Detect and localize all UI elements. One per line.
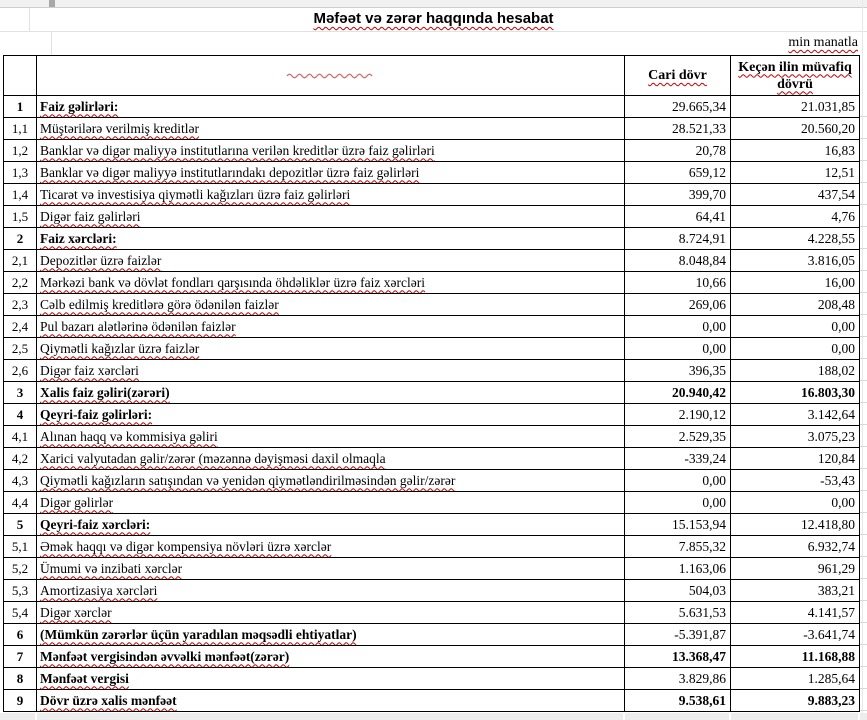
row-number-cell[interactable]: 4,4 bbox=[4, 492, 37, 514]
current-value-cell[interactable]: 1.163,06 bbox=[625, 558, 731, 580]
table-row bbox=[4, 448, 860, 470]
previous-value-cell[interactable]: 9.883,23 bbox=[731, 690, 860, 712]
column-divider-tick bbox=[49, 0, 55, 7]
row-label-cell[interactable] bbox=[37, 206, 625, 228]
current-value-cell[interactable]: -5.391,87 bbox=[625, 624, 731, 646]
row-label: Qiymətli kağızlar üzrə faizlər bbox=[40, 340, 200, 356]
previous-value-cell[interactable]: 3.075,23 bbox=[731, 426, 860, 448]
row-label-cell[interactable] bbox=[37, 96, 625, 118]
header-number-cell[interactable] bbox=[4, 56, 37, 96]
current-value-cell[interactable]: 0,00 bbox=[625, 492, 731, 514]
row-label-cell[interactable] bbox=[37, 316, 625, 338]
gridline-gap bbox=[858, 713, 860, 720]
previous-value-cell[interactable]: 20.560,20 bbox=[731, 118, 860, 140]
row-label: Alınan haqq və kommisiya gəliri bbox=[40, 428, 218, 444]
previous-value-cell[interactable]: 11.168,88 bbox=[731, 646, 860, 668]
current-value-cell[interactable]: 20.940,42 bbox=[625, 382, 731, 404]
row-number-cell[interactable]: 5,1 bbox=[4, 536, 37, 558]
row-number-cell[interactable]: 2,5 bbox=[4, 338, 37, 360]
current-value-cell[interactable]: 10,66 bbox=[625, 272, 731, 294]
row-label: Mərkəzi bank və dövlət fondları qarşısında öhdəliklər üzrə faiz xərcləri bbox=[40, 274, 425, 290]
row-label-cell[interactable] bbox=[37, 404, 625, 426]
squiggle-mark-icon bbox=[286, 71, 376, 79]
clipped-row-strip bbox=[0, 0, 867, 8]
row-label: (Mümkün zərərlər üçün yaradılan məqsədli ehtiyatlar) bbox=[40, 626, 357, 642]
row-number-cell[interactable]: 4,2 bbox=[4, 448, 37, 470]
current-value-cell[interactable]: 269,06 bbox=[625, 294, 731, 316]
current-value-cell[interactable]: 64,41 bbox=[625, 206, 731, 228]
row-label: Depozitlər üzrə faizlər bbox=[40, 252, 162, 268]
previous-value-cell[interactable]: -53,43 bbox=[731, 470, 860, 492]
row-label: Əmək haqqı və digər kompensiya növləri üzrə xərclər bbox=[40, 538, 332, 554]
previous-value-cell[interactable]: 21.031,85 bbox=[731, 96, 860, 118]
row-label: Amortizasiya xərcləri bbox=[40, 582, 158, 598]
row-number-cell[interactable]: 2,4 bbox=[4, 316, 37, 338]
row-label-cell[interactable] bbox=[37, 514, 625, 536]
current-value-cell[interactable]: 28.521,33 bbox=[625, 118, 731, 140]
current-value-cell[interactable]: 5.631,53 bbox=[625, 602, 731, 624]
previous-value-cell[interactable]: 961,29 bbox=[731, 558, 860, 580]
row-label: Xalis faiz gəliri(zərəri) bbox=[40, 384, 170, 400]
row-number-cell[interactable]: 5,3 bbox=[4, 580, 37, 602]
current-value-cell[interactable]: 0,00 bbox=[625, 470, 731, 492]
income-statement-table bbox=[3, 55, 860, 712]
previous-value-cell[interactable]: 4,76 bbox=[731, 206, 860, 228]
header-description-cell[interactable] bbox=[37, 56, 625, 96]
current-value-cell[interactable]: 0,00 bbox=[625, 338, 731, 360]
row-number-cell[interactable]: 5 bbox=[4, 514, 37, 536]
unit-note-text: min manatla bbox=[788, 35, 858, 50]
row-label-cell[interactable] bbox=[37, 118, 625, 140]
row-number-cell[interactable]: 9 bbox=[4, 690, 37, 712]
current-value-cell[interactable]: 2.529,35 bbox=[625, 426, 731, 448]
row-number-cell[interactable]: 2,1 bbox=[4, 250, 37, 272]
table-row bbox=[4, 668, 860, 690]
table-row bbox=[4, 514, 860, 536]
row-label-cell[interactable] bbox=[37, 492, 625, 514]
previous-value-cell[interactable]: 4.141,57 bbox=[731, 602, 860, 624]
table-row bbox=[4, 184, 860, 206]
current-value-cell[interactable]: 9.538,61 bbox=[625, 690, 731, 712]
previous-value-cell[interactable]: 16.803,30 bbox=[731, 382, 860, 404]
row-number-cell[interactable]: 5,4 bbox=[4, 602, 37, 624]
previous-value-cell[interactable]: 188,02 bbox=[731, 360, 860, 382]
previous-value-cell[interactable]: 0,00 bbox=[731, 338, 860, 360]
row-label-cell[interactable] bbox=[37, 338, 625, 360]
table-row bbox=[4, 492, 860, 514]
header-previous-period[interactable] bbox=[731, 56, 860, 96]
row-number-cell[interactable]: 2 bbox=[4, 228, 37, 250]
table-row bbox=[4, 558, 860, 580]
row-number-cell[interactable]: 2,3 bbox=[4, 294, 37, 316]
row-label-cell[interactable] bbox=[37, 690, 625, 712]
row-label-cell[interactable] bbox=[37, 250, 625, 272]
previous-value-cell[interactable]: 383,21 bbox=[731, 580, 860, 602]
table-row bbox=[4, 338, 860, 360]
row-label: Faiz gəlirləri: bbox=[40, 98, 119, 114]
row-label: Faiz xərcləri: bbox=[40, 230, 117, 246]
row-number-cell[interactable]: 4,3 bbox=[4, 470, 37, 492]
table-row bbox=[4, 690, 860, 712]
current-value-cell[interactable]: -339,24 bbox=[625, 448, 731, 470]
table-row bbox=[4, 624, 860, 646]
previous-value-cell[interactable]: 16,83 bbox=[731, 140, 860, 162]
row-number-cell[interactable]: 5,2 bbox=[4, 558, 37, 580]
current-value-cell[interactable]: 2.190,12 bbox=[625, 404, 731, 426]
row-label: Cəlb edilmiş kreditlərə görə ödənilən faizlər bbox=[40, 296, 279, 312]
current-value-cell[interactable]: 7.855,32 bbox=[625, 536, 731, 558]
row-label-cell[interactable] bbox=[37, 382, 625, 404]
current-value-cell[interactable]: 13.368,47 bbox=[625, 646, 731, 668]
table-row bbox=[4, 426, 860, 448]
previous-value-cell[interactable]: 120,84 bbox=[731, 448, 860, 470]
report-rows bbox=[4, 96, 860, 712]
row-label-cell[interactable] bbox=[37, 184, 625, 206]
row-number-cell[interactable]: 2,2 bbox=[4, 272, 37, 294]
previous-value-cell[interactable]: 3.816,05 bbox=[731, 250, 860, 272]
row-number-cell[interactable]: 6 bbox=[4, 624, 37, 646]
row-label-cell[interactable] bbox=[37, 624, 625, 646]
row-label: Xarici valyutadan gəlir/zərər (məzənnə dəyişməsi daxil olmaqla bbox=[40, 450, 386, 466]
row-label-cell[interactable] bbox=[37, 140, 625, 162]
report-title[interactable]: Məfəət və zərər haqqında hesabat bbox=[313, 10, 554, 27]
row-label: Qeyri-faiz gəlirləri: bbox=[40, 406, 153, 422]
row-label-cell[interactable] bbox=[37, 360, 625, 382]
gridline-gap bbox=[729, 713, 731, 720]
table-row bbox=[4, 206, 860, 228]
header-current-label: Cari dövr bbox=[648, 68, 707, 83]
row-label: Qiymətli kağızların satışından və yenidən qiymətləndirilməsindən gəlir/zərər bbox=[40, 472, 456, 488]
previous-value-cell[interactable]: 16,00 bbox=[731, 272, 860, 294]
row-label: Banklar və digər maliyyə institutlarındakı depozitlər üzrə faiz gəlirləri bbox=[40, 164, 420, 180]
row-number-cell[interactable]: 7 bbox=[4, 646, 37, 668]
row-label-cell[interactable] bbox=[37, 580, 625, 602]
table-row bbox=[4, 646, 860, 668]
current-value-cell[interactable]: 8.724,91 bbox=[625, 228, 731, 250]
gridline-horizontal bbox=[0, 31, 867, 32]
table-row bbox=[4, 360, 860, 382]
previous-value-cell[interactable]: 0,00 bbox=[731, 316, 860, 338]
table-header-row bbox=[4, 56, 860, 96]
gridline-gap bbox=[35, 713, 37, 720]
row-label-cell[interactable] bbox=[37, 558, 625, 580]
row-number-cell[interactable]: 8 bbox=[4, 668, 37, 690]
previous-value-cell[interactable]: 12.418,80 bbox=[731, 514, 860, 536]
previous-value-cell[interactable]: -3.641,74 bbox=[731, 624, 860, 646]
table-row bbox=[4, 316, 860, 338]
row-number-cell[interactable]: 4 bbox=[4, 404, 37, 426]
table-row bbox=[4, 404, 860, 426]
table-row bbox=[4, 140, 860, 162]
row-label: Müştərilərə verilmiş kreditlər bbox=[40, 120, 199, 136]
current-value-cell[interactable]: 3.829,86 bbox=[625, 668, 731, 690]
previous-value-cell[interactable]: 437,54 bbox=[731, 184, 860, 206]
current-value-cell[interactable]: 396,35 bbox=[625, 360, 731, 382]
row-number-cell[interactable]: 1,4 bbox=[4, 184, 37, 206]
row-number-cell[interactable]: 1,3 bbox=[4, 162, 37, 184]
table-row bbox=[4, 536, 860, 558]
previous-value-cell[interactable]: 208,48 bbox=[731, 294, 860, 316]
current-value-cell[interactable]: 8.048,84 bbox=[625, 250, 731, 272]
row-label-cell[interactable] bbox=[37, 294, 625, 316]
row-label: Pul bazarı alətlərinə ödənilən faizlər bbox=[40, 318, 236, 334]
previous-value-cell[interactable]: 12,51 bbox=[731, 162, 860, 184]
current-value-cell[interactable]: 0,00 bbox=[625, 316, 731, 338]
table-row bbox=[4, 602, 860, 624]
previous-value-cell[interactable]: 6.932,74 bbox=[731, 536, 860, 558]
current-value-cell[interactable]: 504,03 bbox=[625, 580, 731, 602]
current-value-cell[interactable]: 659,12 bbox=[625, 162, 731, 184]
row-label: Qeyri-faiz xərcləri: bbox=[40, 516, 151, 532]
header-previous-label: Keçən ilin müvafiq dövrü bbox=[738, 59, 852, 92]
gridline-gap bbox=[623, 713, 625, 720]
row-label: Digər faiz gəlirləri bbox=[40, 208, 141, 224]
current-value-cell[interactable]: 15.153,94 bbox=[625, 514, 731, 536]
row-label-cell[interactable] bbox=[37, 668, 625, 690]
row-label: Ümumi və inzibati xərclər bbox=[40, 560, 183, 576]
header-current-period[interactable] bbox=[625, 56, 731, 96]
row-label: Digər gəlirlər bbox=[40, 494, 114, 510]
row-label-cell[interactable] bbox=[37, 228, 625, 250]
row-label: Banklar və digər maliyyə institutlarına verilən kreditlər üzrə faiz gəlirləri bbox=[40, 142, 435, 158]
row-label: Dövr üzrə xalis mənfəət bbox=[40, 692, 177, 708]
row-label: Mənfəət vergisi bbox=[40, 670, 129, 686]
row-label-cell[interactable] bbox=[37, 448, 625, 470]
current-value-cell[interactable]: 399,70 bbox=[625, 184, 731, 206]
previous-value-cell[interactable]: 3.142,64 bbox=[731, 404, 860, 426]
table-row bbox=[4, 96, 860, 118]
table-row bbox=[4, 250, 860, 272]
unit-note-cell[interactable] bbox=[0, 34, 858, 52]
title-row bbox=[0, 9, 867, 29]
row-label: Digər faiz xərcləri bbox=[40, 362, 139, 378]
row-label-cell[interactable] bbox=[37, 602, 625, 624]
table-row bbox=[4, 118, 860, 140]
row-label-cell[interactable] bbox=[37, 646, 625, 668]
row-label-cell[interactable] bbox=[37, 536, 625, 558]
row-number-cell[interactable]: 2,6 bbox=[4, 360, 37, 382]
current-value-cell[interactable]: 29.665,34 bbox=[625, 96, 731, 118]
table-row bbox=[4, 470, 860, 492]
row-number-cell[interactable]: 4,1 bbox=[4, 426, 37, 448]
row-label-cell[interactable] bbox=[37, 162, 625, 184]
table-row bbox=[4, 294, 860, 316]
table-row bbox=[4, 228, 860, 250]
table-row bbox=[4, 382, 860, 404]
row-number-cell[interactable]: 1 bbox=[4, 96, 37, 118]
previous-value-cell[interactable]: 0,00 bbox=[731, 492, 860, 514]
row-number-cell[interactable]: 1,1 bbox=[4, 118, 37, 140]
row-label: Ticarət və investisiya qiymətli kağızları üzrə faiz gəlirləri bbox=[40, 186, 351, 202]
row-label-cell[interactable] bbox=[37, 470, 625, 492]
row-label: Digər xərclər bbox=[40, 604, 112, 620]
row-number-cell[interactable]: 3 bbox=[4, 382, 37, 404]
table-row bbox=[4, 272, 860, 294]
table-row bbox=[4, 162, 860, 184]
row-number-cell[interactable]: 1,5 bbox=[4, 206, 37, 228]
clipped-bottom-row-strip bbox=[0, 713, 867, 720]
previous-value-cell[interactable]: 4.228,55 bbox=[731, 228, 860, 250]
previous-value-cell[interactable]: 1.285,64 bbox=[731, 668, 860, 690]
row-number-cell[interactable]: 1,2 bbox=[4, 140, 37, 162]
row-label: Mənfəət vergisindən əvvəlki mənfəət(zərər) bbox=[40, 648, 290, 664]
row-label-cell[interactable] bbox=[37, 426, 625, 448]
right-margin-row-gridlines bbox=[859, 95, 867, 712]
current-value-cell[interactable]: 20,78 bbox=[625, 140, 731, 162]
table-row bbox=[4, 580, 860, 602]
row-label-cell[interactable] bbox=[37, 272, 625, 294]
